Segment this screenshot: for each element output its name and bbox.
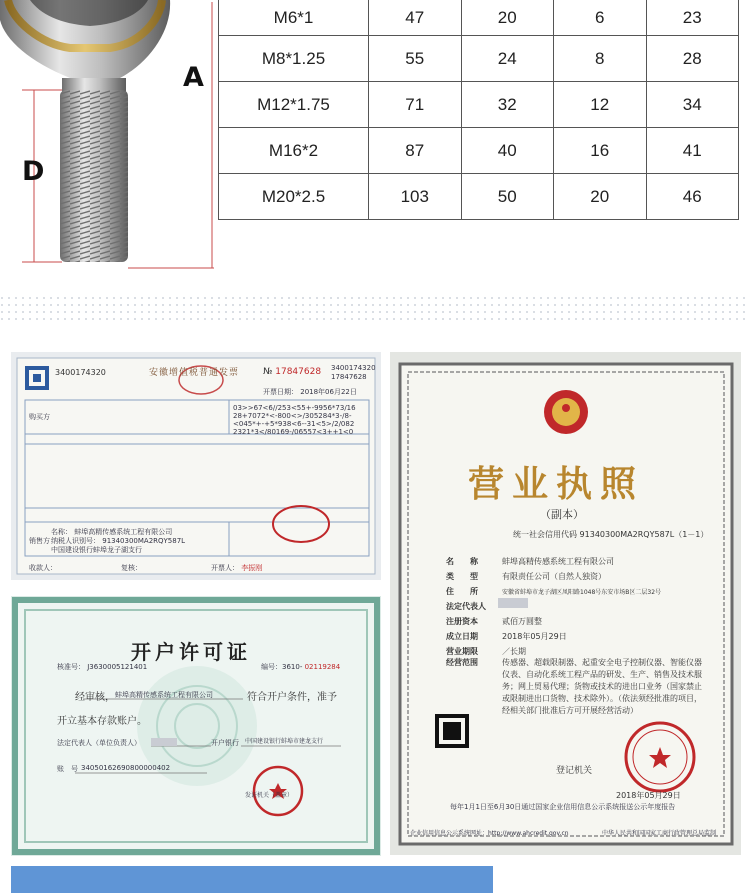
license-field-label: 法定代表人 [446, 602, 486, 611]
spec-value-cell: 41 [646, 128, 739, 174]
spec-row [219, 128, 739, 174]
invoice-cipher: 03>>67<6//253<55+-9956*73/16 28+7072*<-800<>/305284*3-/8- <045*+-+5*938<6--31<5>/2/082 2321*3</80169-/06557<3++1<0 [233, 404, 356, 436]
permit-issuer: 发证机关（盖章） [245, 792, 294, 799]
account-permit-photo [11, 596, 381, 856]
license-authority-label: 登记机关 [556, 766, 593, 776]
rod-neck [62, 78, 126, 92]
rod-end-product-photo [0, 0, 215, 272]
spec-value-cell: 55 [369, 36, 462, 82]
invoice-title: 安徽增值税普通发票 [149, 368, 240, 378]
license-field-label: 营业期限 [446, 647, 478, 656]
spec-value-cell: 87 [369, 128, 462, 174]
permit-bank-label: 开户银行 [211, 739, 239, 747]
blue-banner-strip [11, 866, 493, 893]
invoice-review-label: 复核： [121, 564, 142, 572]
business-license-photo [390, 352, 741, 855]
license-field-label: 注册资本 [446, 617, 478, 626]
spec-size-cell: M6*1 [219, 0, 369, 36]
permit-meets-text: 符合开户条件，准予 [247, 692, 337, 703]
spec-row [219, 36, 739, 82]
spec-value-cell: 46 [646, 174, 739, 220]
license-field-value: 2018年05月29日 [502, 632, 567, 641]
invoice-taxid: 91340300MA2RQY587L [102, 537, 186, 545]
size-spec-table [218, 0, 739, 220]
spec-value-cell: 103 [369, 174, 462, 220]
license-footer-url: 企业信用信息公示系统网址：http://www.ahcredit.gov.cn [410, 830, 569, 837]
license-field-value: 有限责任公司（自然人独资） [502, 572, 606, 581]
invoice-no-label: № [263, 367, 273, 377]
permit-title: 开户许可证 [131, 640, 251, 664]
license-field-label: 类 型 [446, 572, 478, 581]
invoice-issuer-label: 开票人： [211, 564, 239, 572]
spec-value-cell: 50 [461, 174, 554, 220]
license-scope: 传感器、超载限制器、起重安全电子控制仪器、智能仪器仪表、自动化系统工程产品的研发、生产、销售及技术服务；网上贸易代理；货物或技术的进出口业务（国家禁止或限制进出口货物、技术除外）。（依法须经批准的项目，经相关部门批准后方可开展经营活动） [502, 658, 702, 715]
invoice-number: 17847628 [275, 367, 322, 377]
permit-number-label: 编号：3610- [261, 663, 303, 671]
invoice-seller-label: 销售方 [29, 537, 50, 545]
permit-approval-label: 核准号： [57, 663, 85, 671]
invoice-code: 3400174320 [55, 368, 106, 377]
spec-size-cell: M16*2 [219, 128, 369, 174]
spec-value-cell: 16 [554, 128, 647, 174]
spec-value-cell: 28 [646, 36, 739, 82]
invoice-issuer: 李振刚 [241, 564, 263, 572]
spec-value-cell: 20 [461, 0, 554, 36]
dotted-divider [0, 296, 750, 324]
spec-value-cell: 12 [554, 82, 647, 128]
spec-size-cell: M12*1.75 [219, 82, 369, 128]
spec-value-cell: 20 [554, 174, 647, 220]
spec-row [219, 82, 739, 128]
invoice-taxid-label: 纳税人识别号： [51, 537, 100, 545]
permit-number: 02119284 [304, 663, 341, 671]
spec-row [219, 0, 739, 36]
license-field-value: 贰佰万圆整 [502, 617, 542, 626]
invoice-photo [11, 352, 381, 580]
license-footer-left: 每年1月1日至6月30日通过国家企业信用信息公示系统报送公示年度报告 [450, 803, 676, 811]
invoice-buyer-label: 购买方 [29, 413, 50, 421]
permit-bank: 中国建设银行蚌埠市建龙支行 [245, 738, 324, 745]
invoice-seller-name-label: 名称： [51, 528, 72, 536]
spec-value-cell: 40 [461, 128, 554, 174]
invoice-bank: 中国建设银行蚌埠龙子湖支行 [51, 546, 142, 554]
spec-value-cell: 6 [554, 0, 647, 36]
rod-end-drawing [0, 0, 215, 272]
spec-value-cell: 47 [369, 0, 462, 36]
spec-size-cell: M8*1.25 [219, 36, 369, 82]
permit-open-text: 开立基本存款账户。 [57, 716, 147, 727]
license-subtitle: （副本） [540, 508, 584, 521]
license-field-label: 名 称 [446, 557, 478, 566]
invoice-side-number: 17847628 [331, 373, 367, 381]
permit-account-label: 账 号 [57, 765, 78, 773]
spec-value-cell: 8 [554, 36, 647, 82]
spec-value-cell: 34 [646, 82, 739, 128]
permit-company: 蚌埠高精传感系统工程有限公司 [115, 691, 213, 699]
dimension-label-d: D [22, 156, 45, 187]
license-field-value: 蚌埠高精传感系统工程有限公司 [502, 557, 614, 566]
spec-value-cell: 23 [646, 0, 739, 36]
license-field-value: 安徽省蚌埠市龙子湖区凤阳路1048号东安市场B区二层32号 [502, 589, 662, 596]
dimension-label-a: A [183, 62, 204, 93]
invoice-side-code: 3400174320 [331, 364, 376, 372]
spec-row [219, 174, 739, 220]
license-credit-label: 统一社会信用代码 [513, 530, 577, 539]
spec-value-cell: 32 [461, 82, 554, 128]
license-credit-code: 91340300MA2RQY587L（1－1） [579, 530, 709, 539]
permit-account: 34050162690800000402 [81, 764, 171, 772]
license-issue-date: 2018年05月29日 [616, 791, 681, 800]
invoice-seller-name: 蚌埠高精传感系统工程有限公司 [74, 528, 173, 536]
license-footer-right: 中华人民共和国国家工商行政管理总局监制 [602, 830, 717, 837]
invoice-payee-label: 收款人： [29, 564, 57, 572]
invoice-date: 2018年06月22日 [300, 388, 357, 396]
license-field-label: 成立日期 [446, 632, 478, 641]
permit-review-text: 经审核， [75, 692, 115, 703]
license-scope-label: 经营范围 [446, 658, 478, 667]
license-field-label: 住 所 [446, 587, 478, 596]
license-field-value: ／长期 [502, 647, 526, 656]
spec-value-cell: 24 [461, 36, 554, 82]
permit-rep-label: 法定代表人（单位负责人） [57, 739, 141, 747]
license-title: 营业执照 [468, 463, 645, 505]
spec-size-cell: M20*2.5 [219, 174, 369, 220]
invoice-date-label: 开票日期： [263, 388, 298, 396]
spec-value-cell: 71 [369, 82, 462, 128]
permit-approval-number: J3630005121401 [87, 663, 148, 671]
